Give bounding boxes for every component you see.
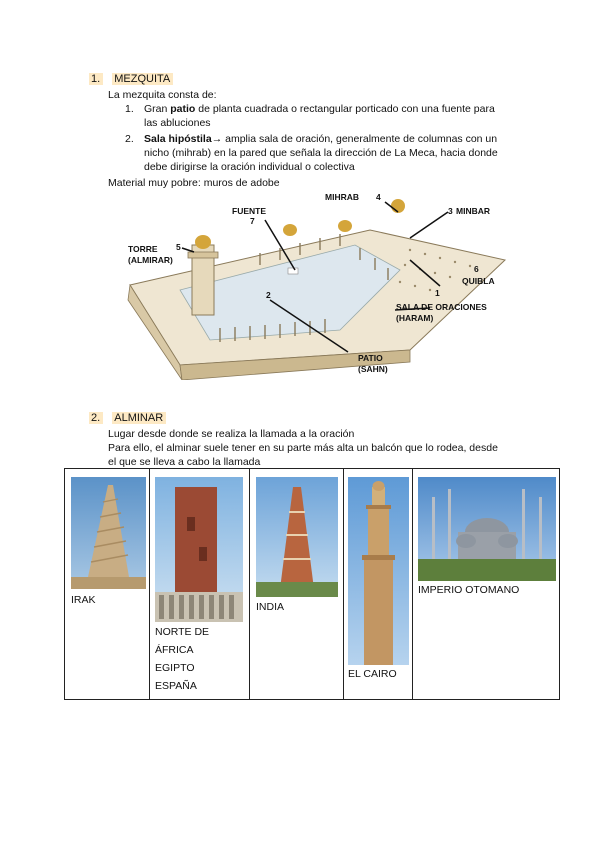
dome-right [391,199,405,213]
table-cell-india [250,469,344,699]
caption-irak: IRAK [71,594,96,606]
caption-india: INDIA [256,601,285,613]
table-cell-el-cairo [344,469,413,699]
label-torre-num: 5 [176,242,181,252]
section2-title: ALMINAR [112,412,166,424]
label-almirar: (ALMIRAR) [128,255,173,265]
mosque-diagram [110,190,510,380]
label-torre: TORRE [128,244,158,254]
item2-line2: nicho (mihrab) en la pared que señala la dirección de La Meca, hacia donde [144,147,498,159]
caption-imperio-otomano: IMPERIO OTOMANO [418,584,520,596]
caption-espana: ESPAÑA [155,680,197,692]
item2-number: 2. [125,133,134,145]
dome-center [338,220,352,232]
dome-left [283,224,297,236]
section2-heading [89,411,166,425]
label-sala-num: 1 [435,288,440,298]
table-cell-imperio-otomano [413,469,561,699]
caption-africa: ÁFRICA [155,644,194,656]
label-fuente: FUENTE [232,206,266,216]
item1-number: 1. [125,103,134,115]
label-fuente-num: 7 [250,216,255,226]
minaret-dome [195,235,211,249]
label-mihrab-num: 4 [376,192,381,202]
caption-egipto: EGIPTO [155,662,195,674]
label-patio-num: 2 [266,290,271,300]
label-minbar-num: 3 [448,206,453,216]
section1-intro: La mezquita consta de: [108,89,217,101]
caption-el-cairo: EL CAIRO [348,668,397,680]
item1-post: de planta cuadrada o rectangular porticado con una fuente para [195,103,495,115]
fountain [288,268,298,274]
photo-hassan-tower [155,477,243,622]
label-quibla-num: 6 [474,264,479,274]
label-haram: (HARAM) [396,313,434,323]
label-sala: SALA DE ORACIONES [396,302,487,312]
item2-bold: Sala hipóstila [144,133,212,145]
section2-line2: Para ello, el alminar suele tener en su parte más alta un balcón que lo rodea, desde [108,442,498,454]
photo-qutub-minar [256,477,338,597]
photo-cairo-minaret [348,477,409,665]
item2-post: amplia sala de oración, generalmente de columnas con un [222,133,498,145]
label-mihrab: MIHRAB [325,192,359,202]
section2-line1: Lugar desde donde se realiza la llamada a la oración [108,428,355,440]
item1-line1 [144,102,495,116]
item1-line2: las abluciones [144,117,211,129]
table-cell-irak [65,469,150,699]
label-sahn: (SAHN) [358,364,388,374]
item2-line3: debe dirigirse la oración individual o colectiva [144,161,355,173]
section1-heading [89,72,173,86]
item2-arrow: → [211,133,223,145]
item1-bold: patio [170,103,196,115]
minaret-balcony [188,252,218,258]
photo-blue-mosque [418,477,556,581]
label-patio: PATIO [358,353,383,363]
minaret-table [64,468,560,700]
label-minbar: MINBAR [456,206,490,216]
caption-norte-de: NORTE DE [155,626,210,638]
section2-line3: el que se lleva a cabo la llamada [108,456,261,468]
section1-number: 1. [89,73,103,85]
table-cell-norte-africa [150,469,250,699]
section2-number: 2. [89,412,103,424]
material-note: Material muy pobre: muros de adobe [108,177,280,189]
item1-pre: Gran [144,103,171,115]
label-quibla: QUIBLA [462,276,495,286]
item2-line1 [144,132,497,146]
photo-irak-minaret [71,477,146,589]
section1-title: MEZQUITA [112,73,173,85]
